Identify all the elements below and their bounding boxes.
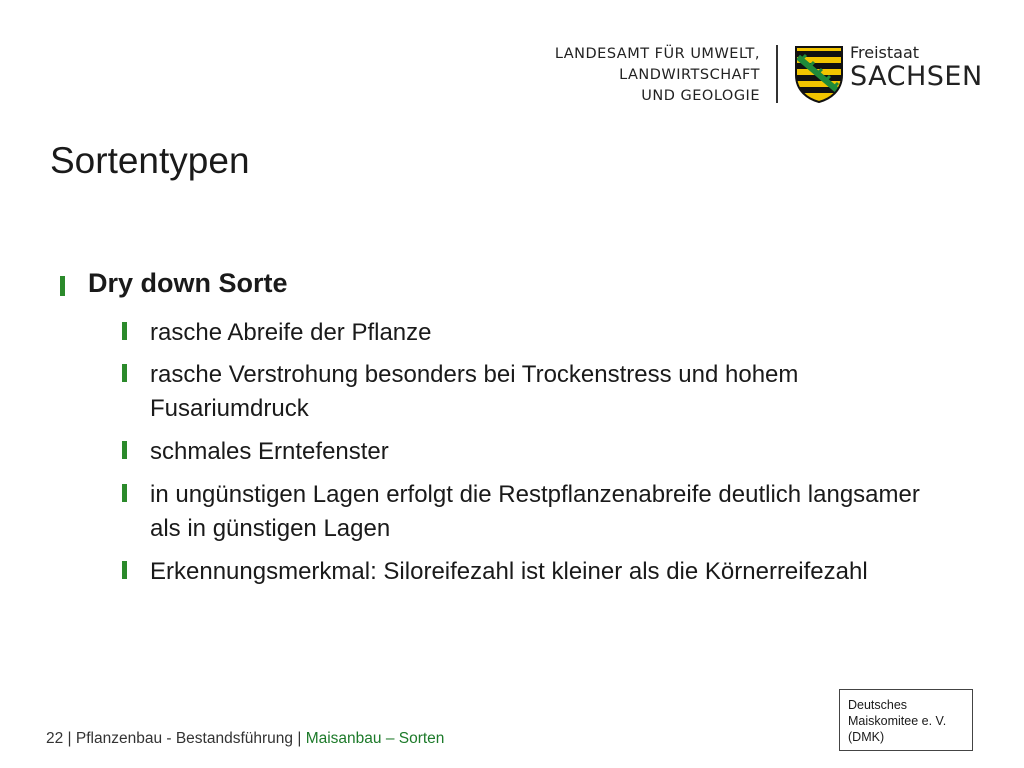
sub-bullet [122, 358, 922, 426]
sub-bullet [122, 316, 922, 350]
brand-freistaat: Freistaat [850, 43, 920, 62]
footer-section: Pflanzenbau - Bestandsführung [75, 730, 294, 747]
footer-separator: | [293, 730, 306, 747]
page-number: 22 [46, 730, 64, 747]
source-line-2: Maiskomitee e. V. [848, 714, 947, 728]
bullet-marker-icon [122, 561, 127, 579]
bullet-marker-icon [60, 276, 65, 296]
sub-bullet-text: rasche Abreife der Pflanze [150, 319, 432, 346]
freistaat-sachsen-logo [850, 44, 983, 92]
sub-bullet [122, 478, 922, 546]
header-divider [776, 45, 778, 103]
source-line-1: Deutsches [848, 698, 908, 712]
org-name-line-2: LANDWIRTSCHAFT [619, 67, 760, 83]
sub-bullet-text: Erkennungsmerkmal: Siloreifezahl ist kleiner als die Körnerreifezahl [150, 558, 868, 585]
bullet-marker-icon [122, 441, 127, 459]
sub-bullet [122, 435, 922, 469]
sub-bullet [122, 555, 922, 623]
footer-separator: | [63, 730, 76, 747]
sub-bullet-text: in ungünstigen Lagen erfolgt die Restpflanzenabreife deutlich langsamer als in günstigen Lagen [150, 481, 920, 542]
main-bullet-text: Dry down Sorte [88, 268, 288, 298]
bullet-marker-icon [122, 484, 127, 502]
slide-title: Sortentypen [50, 140, 250, 181]
org-name-line-3: UND GEOLOGIE [641, 88, 760, 104]
saxony-coat-of-arms-icon [794, 45, 844, 103]
bullet-marker-icon [122, 322, 127, 340]
org-name-line-1: LANDESAMT FÜR UMWELT, [554, 46, 760, 62]
footer-topic: Maisanbau – Sorten [305, 730, 445, 747]
sub-bullet-text: rasche Verstrohung besonders bei Trockenstress und hohem Fusariumdruck [150, 361, 799, 422]
sub-bullet-text: schmales Erntefenster [150, 438, 389, 465]
bullet-marker-icon [122, 364, 127, 382]
source-box [839, 689, 973, 751]
source-line-3: (DMK) [848, 730, 885, 744]
lfulg-org-name [540, 44, 760, 107]
brand-sachsen: SACHSEN [850, 61, 983, 92]
footer [46, 730, 444, 748]
